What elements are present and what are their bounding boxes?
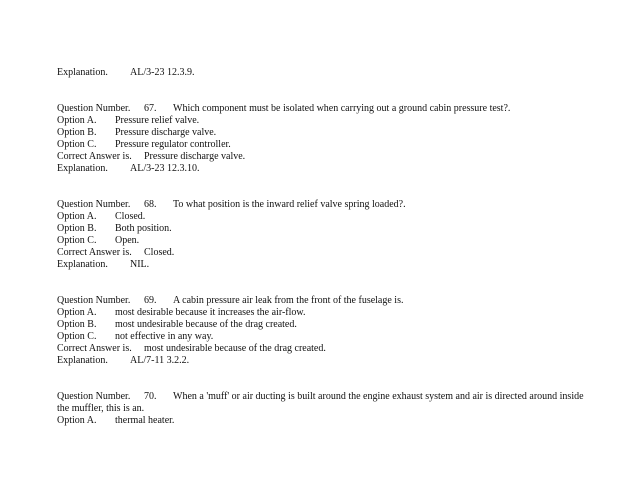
correct-answer-value: most undesirable because of the drag created.: [144, 343, 326, 354]
question-text: A cabin pressure air leak from the front of the fuselage is.: [173, 295, 404, 306]
option-value: Both position.: [115, 223, 172, 234]
question-text-line2: the muffler, this is an.: [57, 403, 145, 414]
correct-answer-label: Correct Answer is.: [57, 247, 132, 258]
option-value: most undesirable because of the drag created.: [115, 319, 297, 330]
explanation-value: AL/3-23 12.3.9.: [130, 67, 195, 78]
question-text: To what position is the inward relief valve spring loaded?.: [173, 199, 406, 210]
option-label: Option C.: [57, 139, 97, 150]
option-line: [57, 307, 617, 319]
explanation-label: Explanation.: [57, 355, 108, 366]
option-label: Option A.: [57, 415, 97, 426]
explanation-line: [57, 355, 617, 367]
document-page: [57, 67, 617, 427]
explanation-label: Explanation.: [57, 67, 108, 78]
option-label: Option B.: [57, 223, 97, 234]
option-value: thermal heater.: [115, 415, 175, 426]
question-label: Question Number.: [57, 391, 131, 402]
explanation-value: AL/7-11 3.2.2.: [130, 355, 190, 366]
explanation-value: NIL.: [130, 259, 150, 270]
correct-answer-line: [57, 151, 617, 163]
option-label: Option B.: [57, 319, 97, 330]
question-number: 70.: [144, 391, 157, 402]
explanation-line: [57, 259, 617, 271]
option-line: [57, 319, 617, 331]
correct-answer-line: [57, 247, 617, 259]
question-line: [57, 199, 617, 211]
correct-answer-value: Pressure discharge valve.: [144, 151, 246, 162]
option-line: [57, 127, 617, 139]
explanation-line: [57, 67, 617, 79]
question-text: Which component must be isolated when carrying out a ground cabin pressure test?.: [173, 103, 511, 114]
option-value: most desirable because it increases the air-flow.: [115, 307, 306, 318]
correct-answer-line: [57, 343, 617, 355]
correct-answer-label: Correct Answer is.: [57, 343, 132, 354]
option-value: Pressure discharge valve.: [115, 127, 217, 138]
explanation-label: Explanation.: [57, 259, 108, 270]
question-block-70: [57, 391, 617, 427]
correct-answer-value: Closed.: [144, 247, 175, 258]
question-block-67: [57, 103, 617, 175]
question-number: 68.: [144, 199, 157, 210]
question-label: Question Number.: [57, 295, 131, 306]
option-line: [57, 115, 617, 127]
option-label: Option B.: [57, 127, 97, 138]
option-label: Option C.: [57, 331, 97, 342]
question-text-continuation: [57, 403, 617, 415]
question-label: Question Number.: [57, 199, 131, 210]
correct-answer-label: Correct Answer is.: [57, 151, 132, 162]
question-label: Question Number.: [57, 103, 131, 114]
option-value: Pressure regulator controller.: [115, 139, 231, 150]
option-line: [57, 235, 617, 247]
option-line: [57, 331, 617, 343]
option-line: [57, 415, 617, 427]
option-label: Option C.: [57, 235, 97, 246]
explanation-line: [57, 163, 617, 175]
question-text: When a 'muff' or air ducting is built around the engine exhaust system and air is directed around inside: [173, 391, 584, 402]
option-value: not effective in any way.: [115, 331, 214, 342]
option-label: Option A.: [57, 307, 97, 318]
explanation-label: Explanation.: [57, 163, 108, 174]
option-line: [57, 223, 617, 235]
option-label: Option A.: [57, 211, 97, 222]
question-block-69: [57, 295, 617, 367]
question-number: 69.: [144, 295, 157, 306]
question-line: [57, 295, 617, 307]
question-line: [57, 391, 617, 403]
option-value: Open.: [115, 235, 140, 246]
explanation-value: AL/3-23 12.3.10.: [130, 163, 200, 174]
question-number: 67.: [144, 103, 157, 114]
option-value: Pressure relief valve.: [115, 115, 200, 126]
option-line: [57, 139, 617, 151]
option-label: Option A.: [57, 115, 97, 126]
question-line: [57, 103, 617, 115]
option-line: [57, 211, 617, 223]
question-block-68: [57, 199, 617, 271]
option-value: Closed.: [115, 211, 146, 222]
